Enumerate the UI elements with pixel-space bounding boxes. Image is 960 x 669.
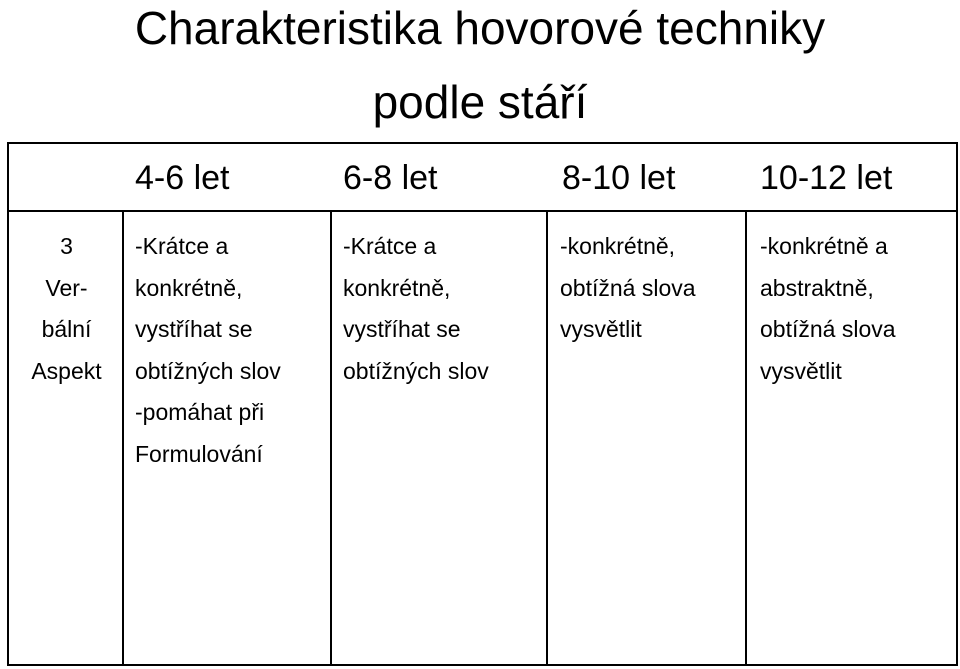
cell-line: -konkrétně, bbox=[560, 233, 676, 259]
cell-line: vysvětlit bbox=[560, 316, 642, 342]
title-line-2: podle stáří bbox=[372, 76, 588, 128]
characteristics-table bbox=[7, 142, 958, 666]
column-divider-4 bbox=[745, 212, 747, 664]
cell-4-6 bbox=[135, 226, 281, 475]
header-10-12: 10-12 let bbox=[760, 159, 893, 197]
cell-line: -Krátce a bbox=[343, 233, 437, 259]
row-label-line: Ver- bbox=[45, 274, 88, 301]
title-line-1: Charakteristika hovorové techniky bbox=[134, 2, 826, 54]
cell-line: konkrétně, bbox=[135, 274, 243, 301]
cell-line: Formulování bbox=[135, 440, 263, 467]
cell-line: vystříhat se bbox=[343, 316, 461, 342]
table-header-row bbox=[9, 144, 956, 212]
cell-line: konkrétně, bbox=[343, 274, 451, 301]
cell-8-10 bbox=[560, 226, 696, 351]
row-label-line: Aspekt bbox=[31, 357, 102, 384]
cell-6-8 bbox=[343, 226, 489, 392]
cell-line: vystříhat se bbox=[135, 316, 253, 342]
header-divider bbox=[9, 210, 956, 212]
cell-line: obtížná slova bbox=[560, 274, 696, 301]
row-label-verbal-aspect bbox=[9, 226, 124, 392]
cell-line: -pomáhat při bbox=[135, 399, 265, 425]
header-6-8: 6-8 let bbox=[343, 159, 438, 197]
cell-line: obtížná slova bbox=[760, 316, 896, 342]
cell-line: obtížných slov bbox=[343, 357, 489, 384]
column-divider-3 bbox=[546, 212, 548, 664]
page-title bbox=[0, 0, 960, 128]
header-4-6: 4-6 let bbox=[135, 159, 230, 197]
cell-line: vysvětlit bbox=[760, 357, 842, 384]
row-label-line: 3 bbox=[60, 233, 73, 259]
cell-line: obtížných slov bbox=[135, 357, 281, 384]
cell-10-12 bbox=[760, 226, 896, 392]
cell-line: -Krátce a bbox=[135, 233, 229, 259]
row-label-line: bální bbox=[41, 316, 92, 342]
cell-line: -konkrétně a bbox=[760, 233, 888, 259]
cell-line: abstraktně, bbox=[760, 274, 874, 301]
header-8-10: 8-10 let bbox=[562, 159, 676, 197]
column-divider-2 bbox=[330, 212, 332, 664]
